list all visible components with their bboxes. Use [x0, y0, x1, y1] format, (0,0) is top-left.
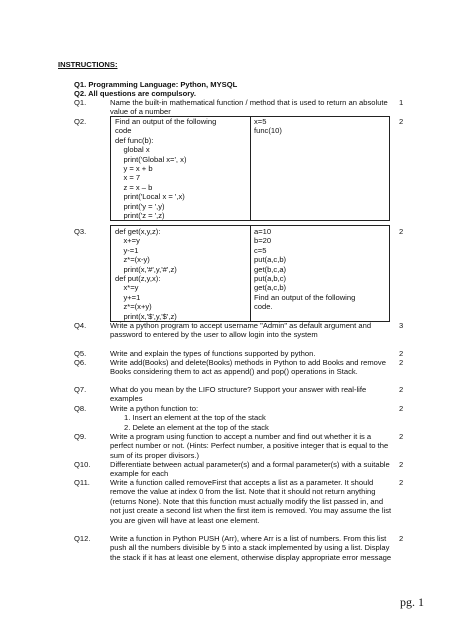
question-text: Write add(Books) and delete(Books) methods in Python to add Books and remove Books considering them to act as append() and pop() operations in Stack. — [110, 358, 386, 377]
question-text: Differentiate between actual parameter(s) and a formal parameter(s) with a suitable example for each — [110, 460, 390, 479]
side-line: b=20 — [254, 236, 272, 246]
question-marks: 2 — [399, 534, 404, 543]
question-text-line: Write a python function to: — [110, 404, 199, 413]
question-marks: 2 — [399, 227, 404, 236]
code-line: y+=1 — [115, 292, 141, 302]
question-number: Q9. — [74, 432, 87, 441]
code-line: z*=(x+y) — [115, 302, 152, 312]
question-number: Q11. — [74, 478, 90, 487]
code-line: print(x,'$',y,'$',z) — [115, 311, 177, 321]
question-number: Q6. — [74, 358, 87, 367]
code-block — [115, 227, 249, 321]
code-line: print('y = ',y) — [115, 201, 165, 211]
list-item: 2. Delete an element at the top of the stack — [124, 422, 269, 432]
code-line: Find an output of the following — [115, 117, 217, 126]
code-line: print('Local x = ',x) — [115, 192, 185, 202]
question-number: Q8. — [74, 404, 87, 413]
code-line: z = x – b — [115, 182, 153, 192]
question-number: Q1. — [74, 98, 87, 107]
code-line: print('Global x=', x) — [115, 154, 187, 164]
question-text: Write and explain the types of functions supported by python. — [110, 349, 316, 358]
question-marks: 2 — [399, 117, 404, 126]
code-line: y-=1 — [115, 245, 139, 255]
code-line: z*=(x-y) — [115, 255, 150, 265]
side-line: get(a,c,b) — [254, 283, 287, 293]
list-item: 1. Insert an element at the top of the stack — [124, 413, 266, 423]
side-code — [254, 227, 386, 312]
code-line: global x — [115, 145, 150, 155]
question-marks: 3 — [399, 321, 404, 330]
code-line: print('z = ',z) — [115, 211, 165, 221]
code-line: def get(x,y,z): — [115, 227, 161, 236]
code-line: code — [115, 126, 132, 136]
side-line: put(a,c,b) — [254, 255, 287, 265]
question-marks: 2 — [399, 460, 404, 469]
instructions-heading: INSTRUCTIONS: — [58, 60, 118, 69]
question-text: What do you mean by the LIFO structure? Support your answer with real-life examples — [110, 385, 367, 404]
side-line: get(b,c,a) — [254, 264, 287, 274]
question-text: Write a function in Python PUSH (Arr), where Arr is a list of numbers. From this list push all the numbers divisible by 5 into a stack implemented by using a list. Display the stack if it has at least one element, otherwise display appropriate error message — [110, 534, 392, 562]
question-number: Q10. — [74, 460, 91, 469]
side-line: c=5 — [254, 245, 267, 255]
code-line: x+=y — [115, 236, 140, 246]
page-number: pg. 1 — [400, 595, 424, 609]
code-line: def func(b): — [115, 135, 154, 145]
question-number: Q4. — [74, 321, 87, 330]
side-line: func(10) — [254, 126, 282, 136]
code-line: y = x + b — [115, 164, 153, 174]
side-line: code. — [254, 302, 273, 312]
code-line: x*=y — [115, 283, 139, 293]
question-number: Q5. — [74, 349, 87, 358]
question-number: Q2. — [74, 117, 87, 126]
question-number: Q12. — [74, 534, 91, 543]
side-code — [254, 117, 282, 136]
question-marks: 2 — [399, 349, 404, 358]
question-text: Name the built-in mathematical function / method that is used to return an absolute value of a number — [110, 98, 388, 117]
code-line: def put(z,y,x): — [115, 274, 161, 284]
code-line: print(x,'#',y,'#',z) — [115, 264, 177, 274]
question-marks: 2 — [399, 478, 404, 487]
question-text: Write a program using function to accept a number and find out whether it is a perfect number or not. (Hints: Perfect number, a positive integer that is equal to the sum of its proper divisors.) — [110, 432, 389, 460]
question-text: Write a function called removeFirst that accepts a list as a parameter. It should remove the value at index 0 from the list. Note that it should not return anything (returns None). Note that this function must actually modify the list passed in, and not just create a second list when the first item is removed. You may assume the list you are given will have at least one element. — [110, 478, 392, 525]
question-text — [110, 404, 392, 432]
instruction-line-2: Q2. All questions are compulsory. — [74, 89, 196, 98]
side-line: Find an output of the following — [254, 292, 356, 302]
question-marks: 2 — [399, 385, 404, 394]
side-line: a=10 — [254, 227, 272, 236]
side-line: put(a,b,c) — [254, 274, 287, 284]
question-marks: 2 — [399, 404, 404, 413]
instruction-line-1: Q1. Programming Language: Python, MYSQL — [74, 80, 238, 89]
code-line: x = 7 — [115, 173, 141, 183]
side-line: x=5 — [254, 117, 267, 126]
question-text: Write a python program to accept username "Admin" as default argument and password to entered by the user to allow login into the system — [110, 321, 372, 340]
code-block — [115, 117, 249, 220]
question-marks: 2 — [399, 358, 404, 367]
question-marks: 1 — [399, 98, 404, 107]
table-divider — [250, 225, 251, 321]
question-number: Q3. — [74, 227, 87, 236]
question-marks: 2 — [399, 432, 404, 441]
question-number: Q7. — [74, 385, 87, 394]
table-divider — [250, 116, 251, 220]
